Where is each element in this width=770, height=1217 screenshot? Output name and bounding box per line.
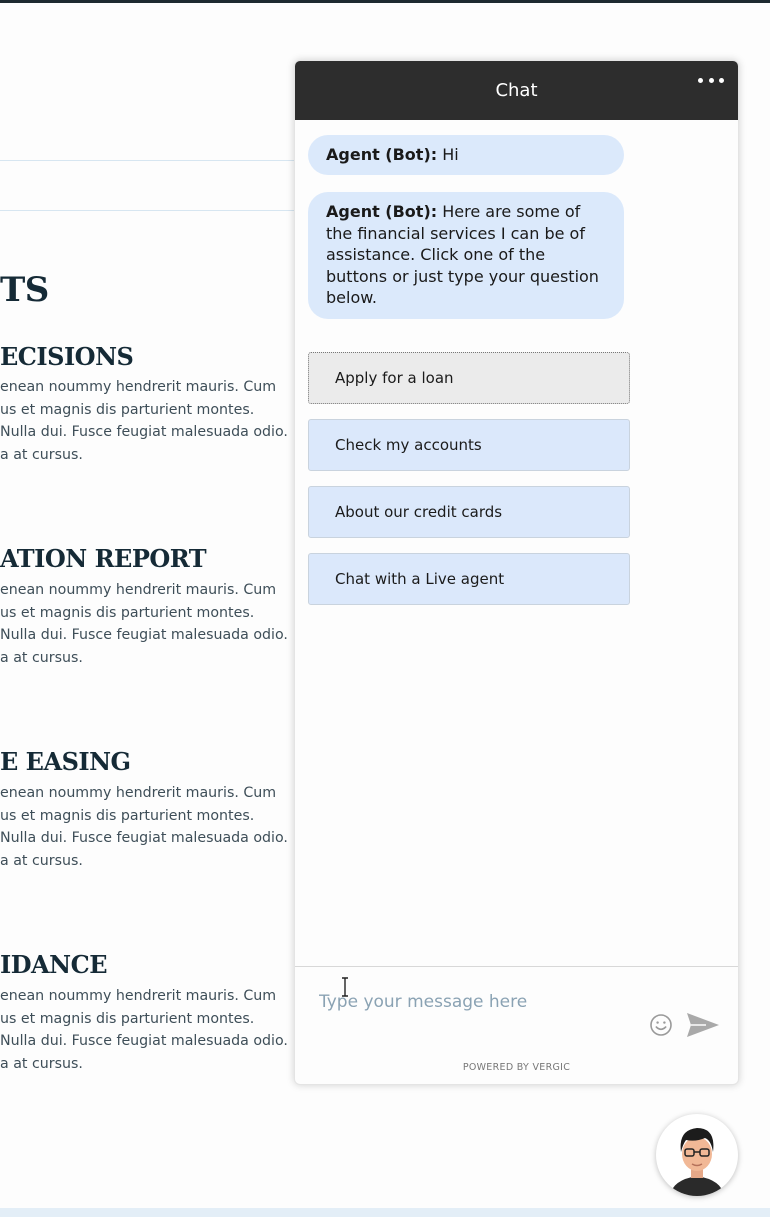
section-text: enean noummy hendrerit mauris. Cum us et magnis dis parturient montes. Nulla dui. Fusce feugiat malesuada odio. a at cursus. (0, 379, 288, 463)
option-check-accounts-button[interactable]: Check my accounts (308, 419, 630, 471)
section-title: IDANCE (0, 950, 107, 979)
chat-header (295, 61, 738, 120)
bottom-bar (0, 1208, 770, 1217)
person-avatar-icon (656, 1114, 738, 1196)
page-title: TS (0, 270, 49, 310)
chat-message (308, 135, 624, 175)
message-sender: Agent (Bot): (326, 145, 438, 164)
message-text: Here are some of the financial services I can be of assistance. Click one of the buttons or just type your question below. (326, 202, 599, 307)
smiley-icon[interactable] (649, 1013, 673, 1037)
chat-title: Chat (495, 80, 538, 101)
option-apply-loan-button[interactable]: Apply for a loan (308, 352, 630, 404)
section-text: enean noummy hendrerit mauris. Cum us et magnis dis parturient montes. Nulla dui. Fusce feugiat malesuada odio. a at cursus. (0, 785, 288, 869)
chat-message (308, 192, 624, 319)
more-dots-icon[interactable] (698, 73, 724, 87)
agent-avatar[interactable] (656, 1114, 738, 1196)
page-divider (0, 210, 294, 211)
option-live-agent-button[interactable]: Chat with a Live agent (308, 553, 630, 605)
message-text: Hi (442, 145, 459, 164)
text-cursor-icon (340, 977, 350, 997)
section-title: E EASING (0, 747, 131, 776)
send-icon[interactable] (686, 1011, 720, 1039)
chat-widget (294, 60, 739, 1085)
top-border (0, 0, 770, 3)
section-text: enean noummy hendrerit mauris. Cum us et magnis dis parturient montes. Nulla dui. Fusce feugiat malesuada odio. a at cursus. (0, 582, 288, 666)
page-divider (0, 160, 294, 161)
section-title: ATION REPORT (0, 544, 207, 573)
powered-by-label: POWERED BY VERGIC (462, 1062, 571, 1073)
option-credit-cards-button[interactable]: About our credit cards (308, 486, 630, 538)
message-input[interactable] (319, 987, 649, 1017)
message-composer (295, 966, 738, 1085)
section-title: ECISIONS (0, 342, 134, 371)
section-text: enean noummy hendrerit mauris. Cum us et magnis dis parturient montes. Nulla dui. Fusce feugiat malesuada odio. a at cursus. (0, 988, 288, 1072)
message-sender: Agent (Bot): (326, 202, 438, 221)
